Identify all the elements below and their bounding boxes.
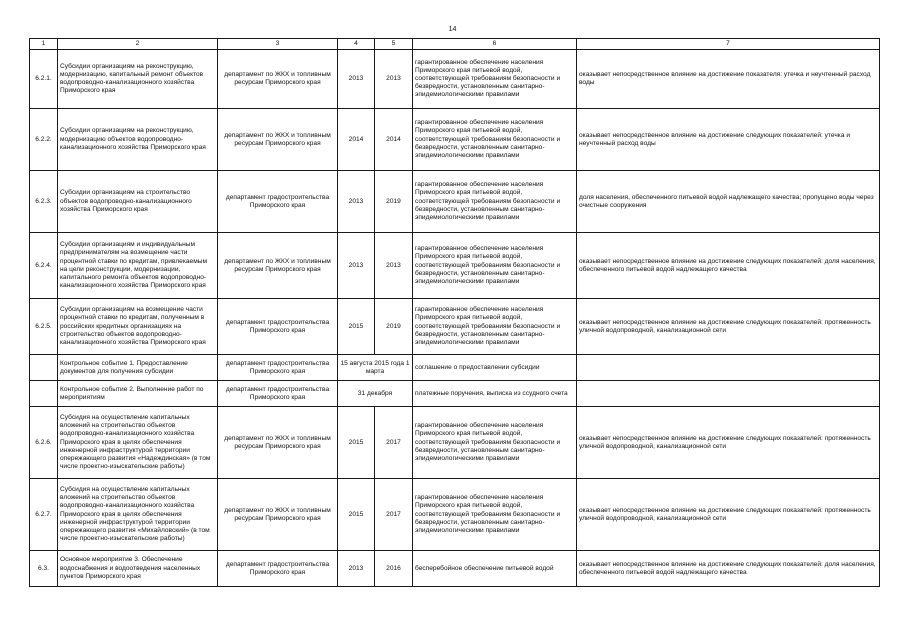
expected-result: гарантированное обеспечение населения Приморского края питьевой водой, соответствующей требованиям безопасности и безвредности, установленным санитарно-эпидемиологическими правилами <box>413 407 577 479</box>
executor: департамент по ЖКХ и топливным ресурсам Приморского края <box>218 479 338 551</box>
header-cell: 7 <box>577 39 880 50</box>
measure-name: Субсидия на осуществление капитальных вложений на строительство объектов водопроводно-канализационного хозяйства Приморского края в целях обеспечения инженерной инфраструктурой территории опережающего развития «Михайловский» (в том числе проектно-изыскательские работы) <box>58 479 218 551</box>
row-number: 6.2.4. <box>30 233 58 299</box>
start-year: 2015 <box>338 299 375 355</box>
table-header-row <box>30 39 880 50</box>
indicator-link: оказывает непосредственное влияние на достижение следующих показателей: утечка и неучтенный расход воды <box>577 109 880 171</box>
control-event-name: Контрольное событие 2. Выполнение работ по мероприятиям <box>58 381 218 407</box>
end-year: 2019 <box>375 171 413 233</box>
indicator-link <box>577 355 880 381</box>
table-row <box>30 381 880 407</box>
table-row <box>30 233 880 299</box>
expected-result: гарантированное обеспечение населения Приморского края питьевой водой, соответствующей требованиям безопасности и безвредности, установленным санитарно-эпидемиологическими правилами <box>413 171 577 233</box>
row-number: 6.2.2. <box>30 109 58 171</box>
row-number: 6.3. <box>30 551 58 587</box>
measure-name: Субсидии организациям на реконструкцию, модернизацию объектов водопроводно-канализационного хозяйства Приморского края <box>58 109 218 171</box>
indicator-link: оказывает непосредственное влияние на достижение следующих показателей: протяженность уличной водопроводной, канализационной сети <box>577 299 880 355</box>
executor: департамент градостроительства Приморского края <box>218 355 338 381</box>
executor: департамент по ЖКХ и топливным ресурсам Приморского края <box>218 109 338 171</box>
start-year: 2015 <box>338 407 375 479</box>
measure-name: Субсидии организациям на возмещение части процентной ставки по кредитам, полученным в российских кредитных организациях на строительство объектов водопроводно-канализационного хозяйства Приморского края <box>58 299 218 355</box>
row-number: 6.2.1. <box>30 50 58 109</box>
row-number: 6.2.7. <box>30 479 58 551</box>
expected-result: гарантированное обеспечение населения Приморского края питьевой водой, соответствующей требованиям безопасности и безвредности, установленным санитарно-эпидемиологическими правилами <box>413 299 577 355</box>
table-row <box>30 299 880 355</box>
executor: департамент градостроительства Приморского края <box>218 381 338 407</box>
header-cell: 3 <box>218 39 338 50</box>
measure-name: Субсидии организациям на реконструкцию, модернизацию, капитальный ремонт объектов водопроводно-канализационного хозяйства Приморского края <box>58 50 218 109</box>
row-number: 6.2.5. <box>30 299 58 355</box>
expected-result: бесперебойное обеспечение питьевой водой <box>413 551 577 587</box>
executor: департамент градостроительства Приморского края <box>218 551 338 587</box>
control-event-date: 31 декабря <box>338 381 413 407</box>
measure-name: Субсидия на осуществление капитальных вложений на строительство объектов водопроводно-канализационного хозяйства Приморского края в целях обеспечения инженерной инфраструктурой территории опережающего развития «Надеждинская» (в том числе проектно-изыскательские работы) <box>58 407 218 479</box>
start-year: 2014 <box>338 109 375 171</box>
row-number <box>30 381 58 407</box>
start-year: 2013 <box>338 171 375 233</box>
header-cell: 4 <box>338 39 375 50</box>
end-year: 2017 <box>375 479 413 551</box>
executor: департамент по ЖКХ и топливным ресурсам Приморского края <box>218 233 338 299</box>
executor: департамент градостроительства Приморского края <box>218 299 338 355</box>
start-year: 2013 <box>338 551 375 587</box>
table-row <box>30 479 880 551</box>
end-year: 2017 <box>375 407 413 479</box>
expected-result: гарантированное обеспечение населения Приморского края питьевой водой, соответствующей требованиям безопасности и безвредности, установленным санитарно-эпидемиологическими правилами <box>413 479 577 551</box>
executor: департамент градостроительства Приморского края <box>218 171 338 233</box>
table-row <box>30 551 880 587</box>
executor: департамент по ЖКХ и топливным ресурсам Приморского края <box>218 407 338 479</box>
indicator-link: оказывает непосредственное влияние на достижение следующих показателей: доля населения, обеспеченного питьевой водой надлежащего качества <box>577 233 880 299</box>
executor: департамент по ЖКХ и топливным ресурсам Приморского края <box>218 50 338 109</box>
control-event-date: 15 августа 2015 года 1 марта <box>338 355 413 381</box>
row-number: 6.2.3. <box>30 171 58 233</box>
measure-name: Субсидии организациям и индивидуальным предпринимателям на возмещение части процентной ставки по кредитам, привлекаемым на цели реконструкции, модернизации, капитального ремонта объектов водопроводно-канализационного хозяйства Приморского края <box>58 233 218 299</box>
measure-name: Основное мероприятие 3. Обеспечение водоснабжения и водоотведения населенных пунктов Приморского края <box>58 551 218 587</box>
end-year: 2013 <box>375 233 413 299</box>
indicator-link <box>577 381 880 407</box>
indicator-link: оказывает непосредственное влияние на достижение следующих показателей: доля населения, обеспеченного питьевой водой надлежащего качества <box>577 551 880 587</box>
control-event-name: Контрольное событие 1. Предоставление документов для получения субсидии <box>58 355 218 381</box>
expected-result: платежные поручения, выписка из ссудного счета <box>413 381 577 407</box>
table-row <box>30 50 880 109</box>
table-row <box>30 171 880 233</box>
program-measures-table <box>29 38 880 587</box>
indicator-link: оказывает непосредственное влияние на достижение следующих показателей: протяженность уличной водопроводной, канализационной сети <box>577 479 880 551</box>
header-cell: 2 <box>58 39 218 50</box>
header-cell: 1 <box>30 39 58 50</box>
expected-result: соглашение о предоставлении субсидии <box>413 355 577 381</box>
indicator-link: оказывает непосредственное влияние на достижение следующих показателей: протяженность уличной водопроводной, канализационной сети <box>577 407 880 479</box>
indicator-link: оказывает непосредственное влияние на достижение показателя: утечка и неучтенный расход воды <box>577 50 880 109</box>
end-year: 2019 <box>375 299 413 355</box>
expected-result: гарантированное обеспечение населения Приморского края питьевой водой, соответствующей требованиям безопасности и безвредности, установленным санитарно-эпидемиологическими правилами <box>413 233 577 299</box>
page-number: 14 <box>448 26 457 33</box>
start-year: 2015 <box>338 479 375 551</box>
table-row <box>30 109 880 171</box>
indicator-link: доля населения, обеспеченного питьевой водой надлежащего качества; пропущено воды через очистные сооружения <box>577 171 880 233</box>
row-number <box>30 355 58 381</box>
header-cell: 5 <box>375 39 413 50</box>
start-year: 2013 <box>338 50 375 109</box>
end-year: 2016 <box>375 551 413 587</box>
header-cell: 6 <box>413 39 577 50</box>
row-number: 6.2.6. <box>30 407 58 479</box>
end-year: 2013 <box>375 50 413 109</box>
expected-result: гарантированное обеспечение населения Приморского края питьевой водой, соответствующей требованиям безопасности и безвредности, установленным санитарно-эпидемиологическими правилами <box>413 50 577 109</box>
table-row <box>30 355 880 381</box>
table-row <box>30 407 880 479</box>
measure-name: Субсидии организациям на строительство объектов водопроводно-канализационного хозяйства Приморского края <box>58 171 218 233</box>
start-year: 2013 <box>338 233 375 299</box>
end-year: 2014 <box>375 109 413 171</box>
expected-result: гарантированное обеспечение населения Приморского края питьевой водой, соответствующей требованиям безопасности и безвредности, установленным санитарно-эпидемиологическими правилами <box>413 109 577 171</box>
